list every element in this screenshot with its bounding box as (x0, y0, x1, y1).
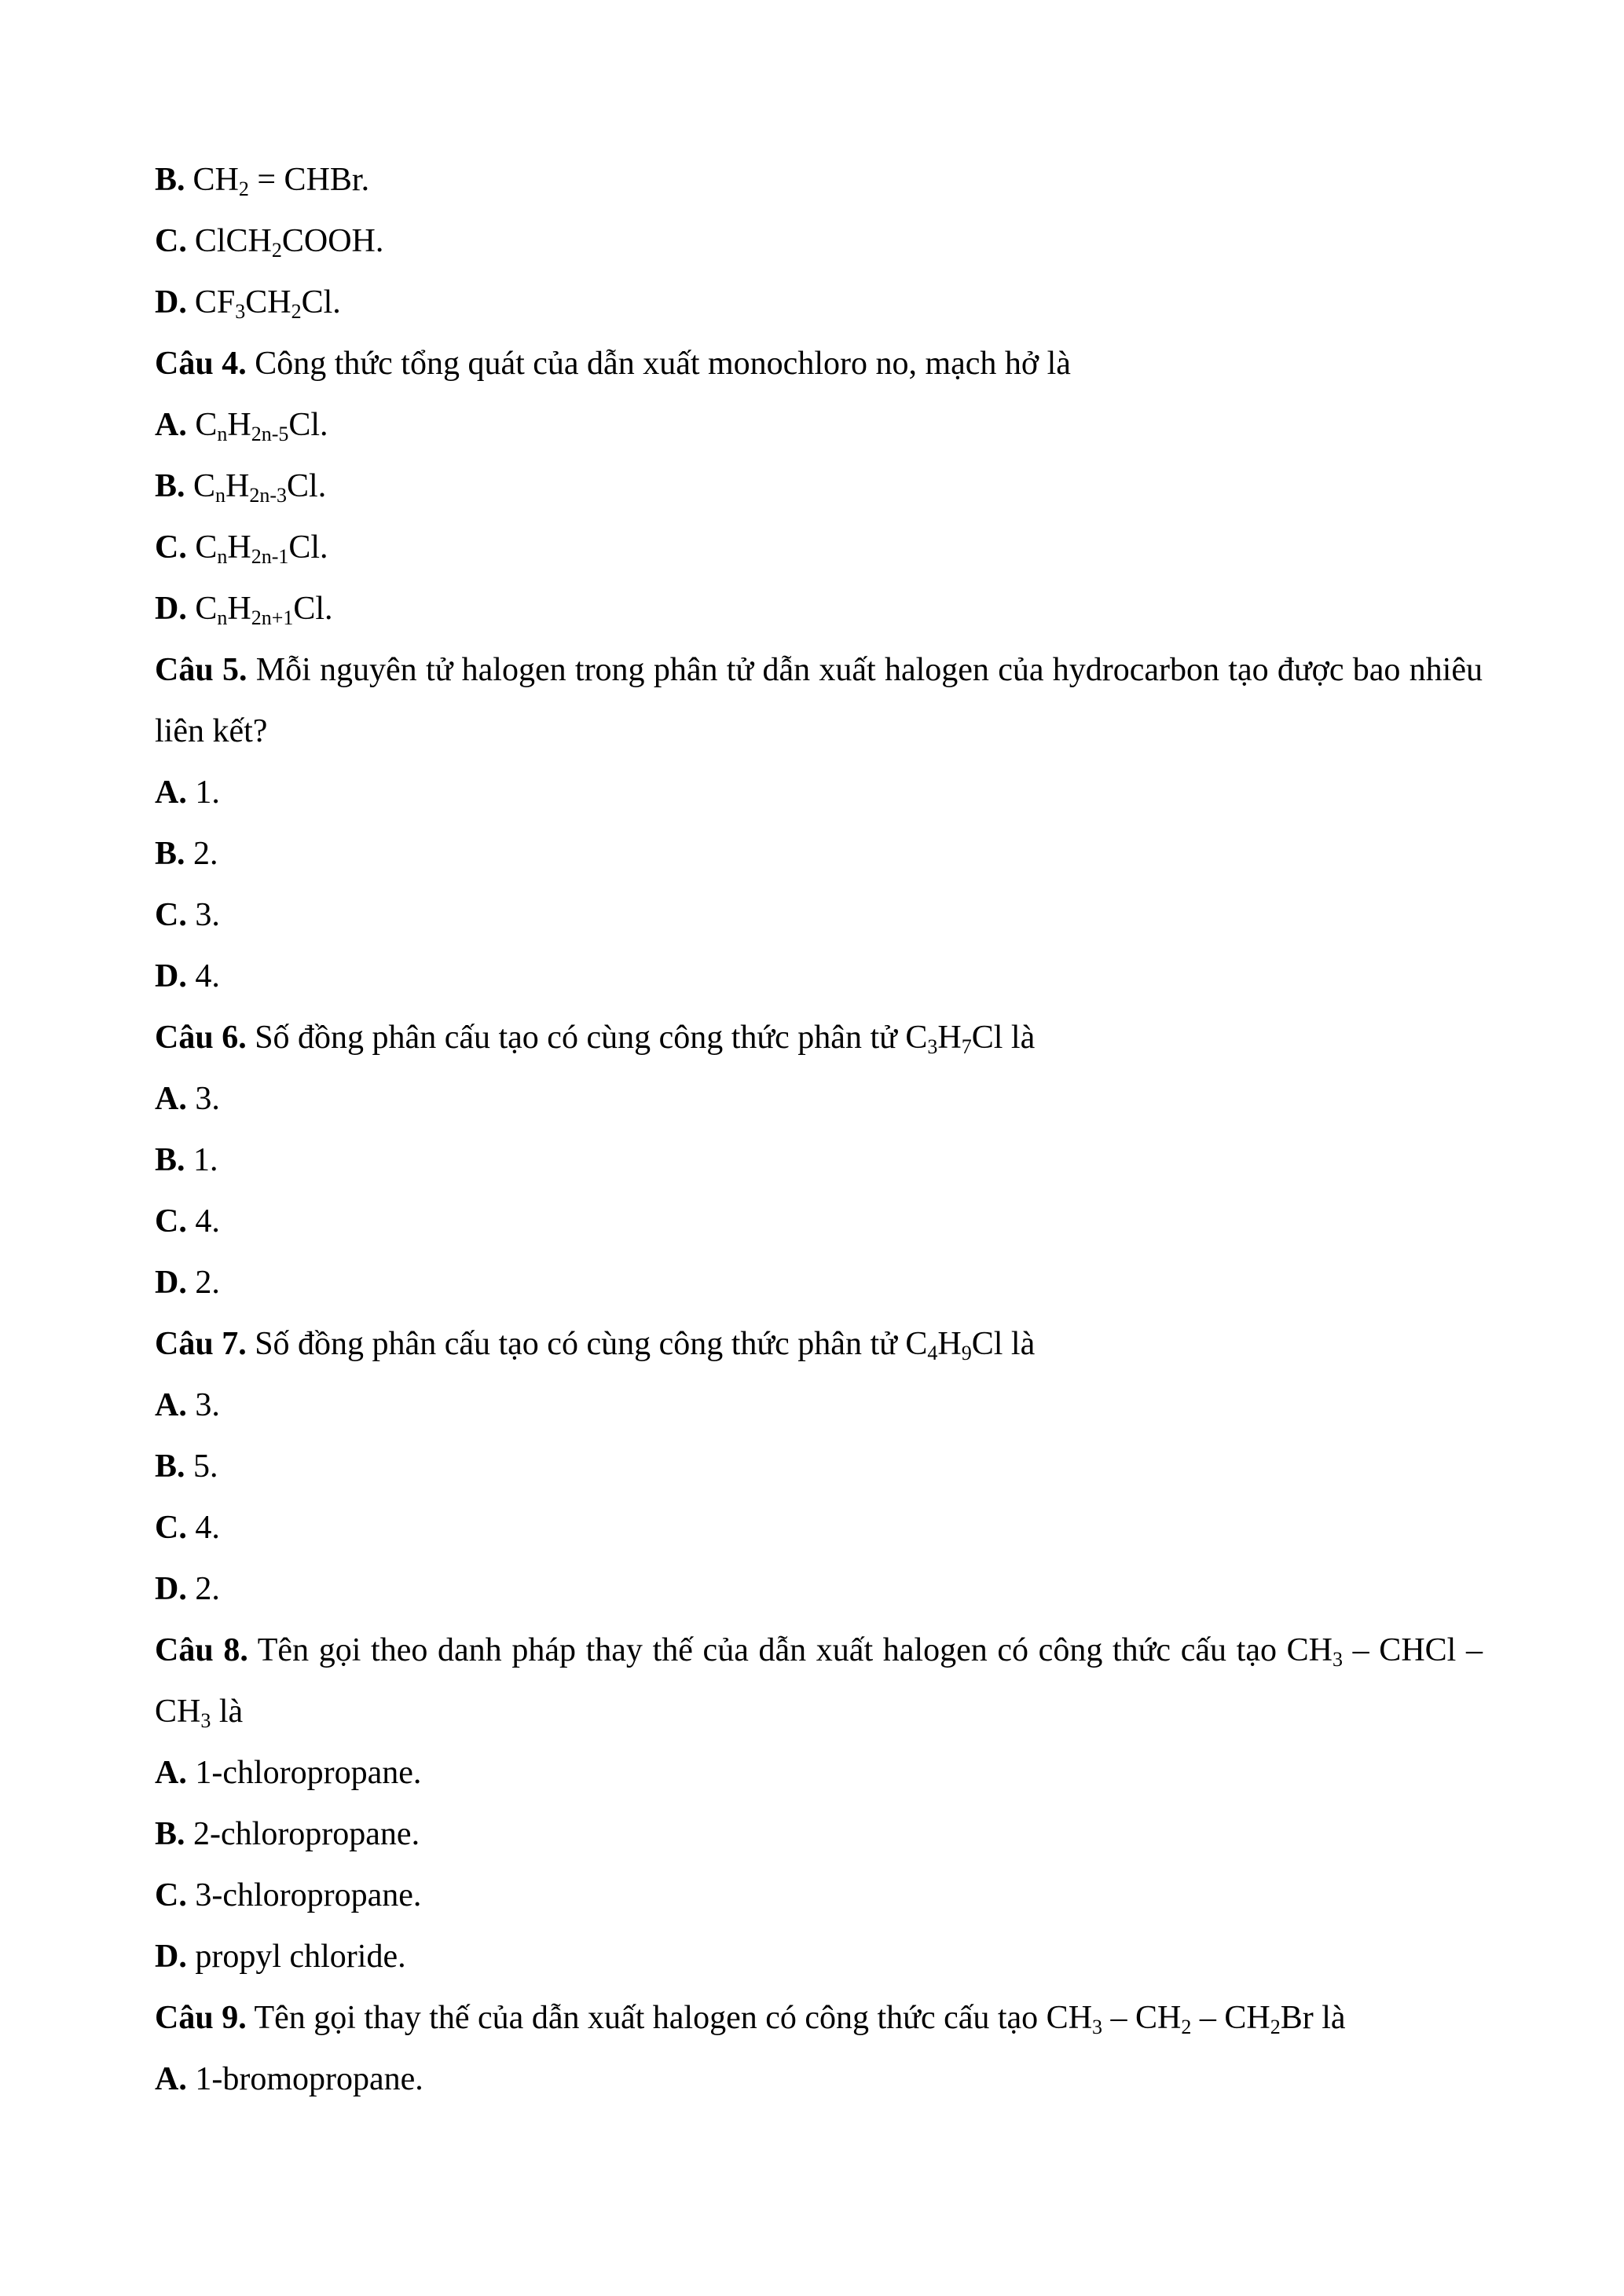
question-text: Mỗi nguyên tử halogen trong phân tử dẫn xuất halogen của hydrocarbon tạo được bao nhiêu liên kết? (155, 652, 1483, 749)
formula: $C_nH_{2n+1}Cl$. (195, 591, 333, 629)
question-text: Tên gọi theo danh pháp thay thế của dẫn xuất halogen có công thức cấu tạo $CH_3$ – CHCl – $CH_3$ là (155, 1632, 1483, 1732)
question-8 (155, 1620, 1483, 1742)
question-9 (155, 1987, 1483, 2049)
question-4 (155, 333, 1483, 394)
option-c: C. 4. (155, 1510, 220, 1546)
formula: ClCH$_2$COOH. (194, 223, 384, 262)
option-a: A. 3. (155, 1387, 220, 1423)
option-b: B. 5. (155, 1448, 218, 1485)
question-label: Câu 6. (155, 1020, 247, 1056)
option-b: B. 2. (155, 836, 218, 872)
question-label: Câu 9. (155, 2000, 247, 2036)
document-page (155, 149, 1483, 2110)
option-d: D. propyl chloride. (155, 1939, 406, 1975)
question-label: Câu 7. (155, 1326, 247, 1362)
option-c: C. 4. (155, 1203, 220, 1240)
option-c (155, 211, 1483, 272)
question-label: Câu 8. (155, 1632, 248, 1668)
option-a: A. 1-bromopropane. (155, 2061, 423, 2097)
option-b: B. $C_nH_{2n-3}Cl$. (155, 468, 327, 507)
formula: $C_nH_{2n-3}Cl$. (193, 468, 327, 507)
option-d (155, 272, 1483, 333)
option-a: A. $C_nH_{2n-5}Cl$. (155, 407, 328, 445)
option-d: D. 4. (155, 958, 220, 994)
option-label: D. (155, 284, 187, 320)
option-d: D. 2. (155, 1265, 220, 1301)
formula: $CF_3CH_2Cl$. (194, 284, 341, 323)
question-text: Tên gọi thay thế của dẫn xuất halogen có công thức cấu tạo $CH_3 - CH_2 - CH_2Br$ là (254, 2000, 1346, 2038)
option-c: C. 3. (155, 897, 220, 933)
option-c: C. $C_nH_{2n-1}Cl$. (155, 529, 328, 568)
question-label: Câu 5. (155, 652, 247, 688)
option-a: A. 3. (155, 1081, 220, 1117)
option-label: C. (155, 223, 187, 259)
option-d: D. 2. (155, 1571, 220, 1607)
question-text: Số đồng phân cấu tạo có cùng công thức phân tử $C_3H_7Cl$ là (255, 1020, 1036, 1058)
option-a: A. 1-chloropropane. (155, 1755, 422, 1791)
formula: $CH_2$ = CHBr. (192, 162, 370, 200)
option-b: B. 2-chloropropane. (155, 1816, 420, 1852)
question-text: Số đồng phân cấu tạo có cùng công thức phân tử $C_4H_9Cl$ là (255, 1326, 1036, 1364)
option-label: B. (155, 162, 185, 198)
option-d: D. $C_nH_{2n+1}Cl$. (155, 591, 333, 629)
formula: $C_nH_{2n-1}Cl$. (195, 529, 328, 568)
option-c: C. 3-chloropropane. (155, 1877, 422, 1913)
option-a: A. 1. (155, 774, 220, 811)
question-label: Câu 4. (155, 346, 247, 382)
formula: $C_nH_{2n-5}Cl$. (195, 407, 328, 445)
question-6 (155, 1007, 1483, 1068)
option-b (155, 149, 1483, 211)
question-7 (155, 1313, 1483, 1375)
question-text: Công thức tổng quát của dẫn xuất monochloro no, mạch hở là (255, 346, 1071, 382)
question-5 (155, 639, 1483, 762)
option-b: B. 1. (155, 1142, 218, 1178)
